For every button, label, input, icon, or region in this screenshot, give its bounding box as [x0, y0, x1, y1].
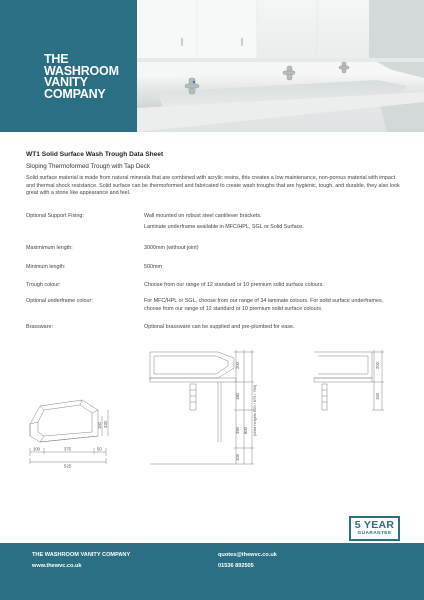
- guarantee-badge: [349, 516, 400, 541]
- guarantee-label: GUARANTEE: [357, 531, 392, 536]
- front-dim-label: 800: [243, 427, 248, 434]
- page-title: WT1 Solid Surface Wash Trough Data Sheet: [26, 151, 164, 158]
- logo-line: VANITY: [44, 75, 88, 89]
- front-dim-label: 180: [235, 393, 240, 400]
- logo-line: COMPANY: [44, 86, 106, 101]
- spec-value: Optional brassware can be supplied and pre-plumbed for ease.: [144, 324, 295, 330]
- spec-label: Optional underframe colour:: [26, 298, 93, 304]
- footer-email-link[interactable]: quotes@thewvc.co.uk: [218, 552, 277, 558]
- footer-phone: 01536 892505: [218, 563, 254, 569]
- logo-line: THE: [44, 52, 69, 66]
- footer: [0, 543, 424, 600]
- spec-value-line: Laminate underframe available in MFC/HPL, SGL or Solid Surface.: [144, 224, 304, 231]
- spec-label: Optional Support Fixing:: [26, 213, 84, 219]
- spec-label: Minimum length:: [26, 264, 66, 270]
- plan-view-drawing: [30, 400, 108, 464]
- plan-height-label: 330: [103, 421, 108, 428]
- spec-value: 500mm: [144, 264, 162, 270]
- plan-dim-label: 525: [64, 463, 71, 469]
- technical-drawings: [22, 344, 402, 476]
- front-height-note: (child heights 600 / 675 / 763): [252, 384, 257, 436]
- spec-value: For MFC/HPL or SGL, choose from our range of 34 laminate colours. For solid surface underframes, choose from our range of 12 standard or 10 premium solid surface colours.: [144, 298, 384, 313]
- plan-dim-label: 100: [33, 446, 40, 452]
- plan-dim-label: 50: [97, 446, 102, 452]
- logo-line: WASHROOM: [44, 63, 119, 78]
- logo-text: [44, 54, 119, 100]
- spec-label: Maximimum length:: [26, 245, 73, 251]
- spec-value: Choose from our range of 12 standard or 10 premium solid surface colours.: [144, 282, 324, 288]
- front-dim-label: 200: [235, 362, 240, 369]
- company-logo: [0, 0, 137, 132]
- side-view-drawing: [314, 350, 384, 410]
- guarantee-years: 5 YEAR: [354, 519, 395, 531]
- footer-company: THE WASHROOM VANITY COMPANY: [32, 552, 131, 558]
- side-dim-label: 200: [375, 362, 380, 369]
- spec-label: Brassware:: [26, 324, 53, 330]
- side-dim-label: 150: [375, 393, 380, 400]
- product-photo: [137, 0, 424, 132]
- spec-value: [144, 212, 402, 232]
- spec-value: 3000mm (without joint): [144, 245, 199, 251]
- spec-label: Trough colour:: [26, 282, 61, 288]
- plan-height-label: 150: [97, 422, 102, 429]
- footer-website-link[interactable]: www.thewvc.co.uk: [32, 563, 82, 569]
- front-dim-label: 105: [235, 454, 240, 461]
- plan-dim-label: 375: [64, 446, 71, 452]
- wash-trough-photo: [137, 0, 424, 132]
- spec-value-line: Wall mounted on robust steel cantilever brackets.: [144, 213, 262, 219]
- front-dim-label: 390: [235, 427, 240, 434]
- hero-banner: [0, 0, 424, 132]
- page-subtitle: Sloping Thermoformed Trough with Tap Deck: [26, 163, 150, 170]
- intro-paragraph: Solid surface material is made from natural minerals that are combined with acrylic resins, this creates a low maintenance, non-porous material with impact and thermal shock resistance. Solid surface can be thermoformed and fabricated to create wash troughs that are hygienic, tough, and durable, they also look great with a stone like appearance and feel.: [26, 175, 400, 197]
- drawings-svg: [22, 344, 402, 476]
